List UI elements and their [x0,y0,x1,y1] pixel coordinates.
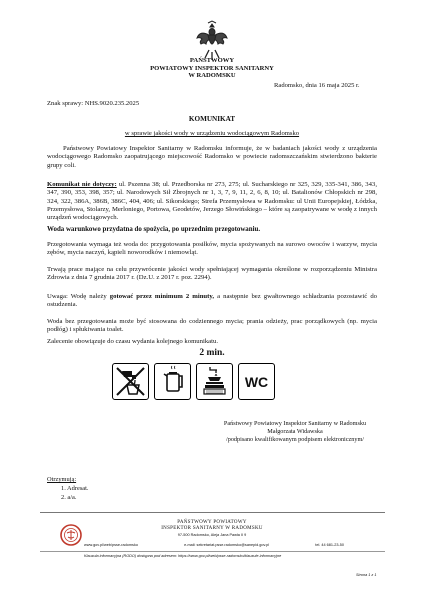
notice-post: a następnie bez gwałtownego schładzania pozostawić do ostudzenia. [47,293,378,309]
footer-address: 97-500 Radomsko, Aleja Jana Pawła II 9 [177,533,247,537]
legal-paragraph: Trwają prace mające na celu przywrócenie jakości wody spełniającej wymagania określone w rozporządzeniu Ministra Zdrowia z dnia 7 grudnia 2017 r. (Dz.U. z 2017 r. poz. 2294). [47,266,377,282]
document-subject: w sprawie jakości wody w urządzeniu wodociągowym Radomsko [124,130,300,137]
distribution-item: 2. a/a. [61,494,77,501]
warning-line: Woda warunkowo przydatna do spożycia, po uprzednim przegotowaniu. [47,226,261,233]
affected-label: Komunikat nie dotyczy: [47,181,117,188]
intro-paragraph: Państwowy Powiatowy Inspektor Sanitarny w Radomsku informuje, że w badaniach jakości wody z urządzenia wodociągowego Radomsko zaopatrującego miejscowość Radomsko w powiecie radomszczańskim stwierdzono bakterie grupy coli. [47,145,377,169]
document-title: KOMUNIKAT [188,115,236,123]
notice-bold: gotować przez minimum 2 minuty, [109,293,215,300]
signatory-name: Małgorzata Widawska [267,427,323,435]
footer-divider [40,512,385,513]
distribution-label: Otrzymują: [47,476,77,483]
footer-authority-line2: INSPEKTOR SANITARNY W RADOMSKU [161,526,263,531]
wc-label: WC [244,373,269,390]
footer-authority-line1: PAŃSTWOWY POWIATOWY [177,520,247,525]
gdpr-note: Klauzula informacyjna (RODO) dostępna pod adresem: https://www.gov.pl/web/psse-radomsko/klauzule-informacyjne [84,554,282,558]
pictogram-row [112,363,312,402]
no-tap-drinking-icon [112,363,149,400]
footer-website-link[interactable]: www.gov.pl/web/psse-radomsko [84,543,138,547]
affected-text: ul. Pszenna 38; ul. Przedborska nr 273, 275; ul. Sucharskiego nr 325, 329, 335-341, 386, 343, 347, 390, 353, 398, 357; ul. Narodowych Sił Zbrojnych nr 1, 3, 7, 9, 11, 2, 6, 8, 10; ul. Batalionów Chłopskich nr 298, 324, 322, 386A, 386B, 386C, 404, 406; ul. Sikorskiego; Strefa Przemysłowa w Radomsku: ul Unii Europejskiej, Łódzka, Przemysłowa, Stolarzy, Merloniego, Portowa, Geodetów, Jerzego Słowińskiego – które są zaopatrywane w wodę z innych urządzeń wodociągowych. [47,181,377,222]
wc-icon [238,363,275,400]
distribution-item: 1. Adresat. [61,485,89,492]
signature-note: /podpisano kwalifikowanym podpisem elektronicznym/ [226,435,364,443]
kettle-icon [154,363,191,400]
authority-name-line3: W RADOMSKU [188,72,236,80]
authority-name-line1: PAŃSTWOWY [189,57,235,64]
page-number: Strona 1 z 1 [356,573,377,577]
pictogram-caption: 2 min. [199,348,225,358]
affected-paragraph [47,181,377,222]
footer-email-link[interactable]: e-mail: sekretariat.psse.radomsko@sanepid.gov.pl [184,543,270,547]
place-date: Radomsko, dnia 16 maja 2025 r. [274,82,360,89]
sanepid-logo-icon [60,524,82,546]
dishwashing-icon [196,363,233,400]
footer-phone: tel. 44 681-23-50 [315,543,344,547]
eagle-emblem-icon [194,20,230,62]
notice-pre: Uwaga: Wodę należy [47,293,110,300]
validity-line: Zalecenie obowiązuje do czasu wydania kolejnego komunikatu. [47,338,219,345]
notice-paragraph [47,293,377,310]
authority-name-line2: POWIATOWY INSPEKTOR SANITARNY [150,64,274,72]
signatory-title: Państwowy Powiatowy Inspektor Sanitarny w Radomsku [223,420,367,427]
footer-divider-lower [40,551,385,552]
boil-use-paragraph: Przegotowania wymaga też woda do: przygotowania posiłków, mycia spożywanych na surowo owoców i warzyw, mycia zębów, mycia naczyń, kąpieli noworodków i niemowląt. [47,241,377,257]
case-reference: Znak sprawy: NHS.9020.235.2025 [47,100,140,107]
hygiene-paragraph: Woda bez przegotowania może być stosowana do codziennego mycia; prania odzieży, prac porządkowych (np. mycia podłóg) i spłukiwania toalet. [47,318,377,334]
